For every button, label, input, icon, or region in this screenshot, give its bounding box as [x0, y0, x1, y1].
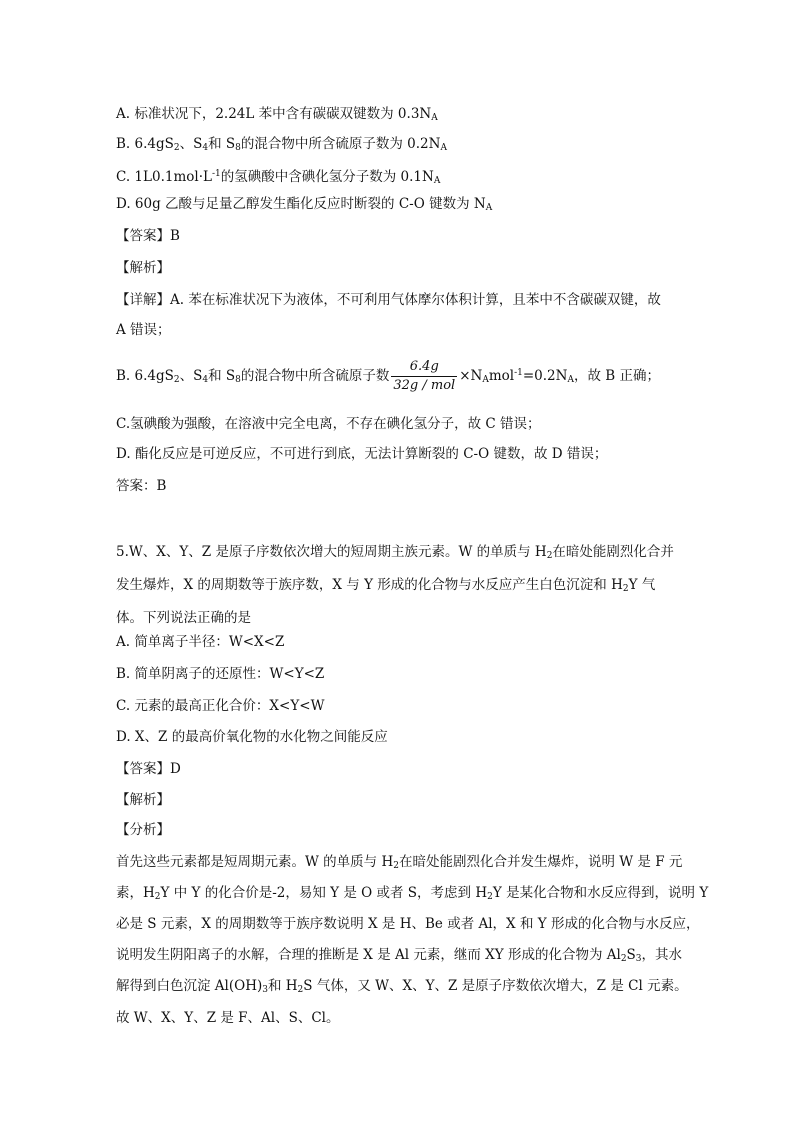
q4-detail-a-line2: A 错误； — [116, 322, 171, 338]
q4-analysis-label: 【解析】 — [116, 260, 170, 276]
q5-option-d: D. X、Z 的最高价氧化物的水化物之间能反应 — [116, 729, 388, 745]
q5-option-b: B. 简单阴离子的还原性：W<Y<Z — [116, 666, 325, 682]
q5-option-c: C. 元素的最高正化合价：X<Y<W — [116, 698, 325, 714]
q4-detail-d: D. 酯化反应是可逆反应，不可进行到底，无法计算断裂的 C-O 键数，故 D 错误； — [116, 446, 608, 462]
q4-detail-a-line1: 【详解】A. 苯在标准状况下为液体，不可利用气体摩尔体积计算，且苯中不含碳碳双键，故 — [116, 292, 661, 308]
q4-detail-b: B. $6.4gS_2$、$S_4$和 $S_8$的混合物中所含硫原子数 $\frac{6.4g}{\text{32g / mol}}$ $\times N_Amol^{-1}=0.2N_A$，故 B 正确； — [116, 359, 660, 393]
q4-detail-c: C.氢碘酸为强酸，在溶液中完全电离，不存在碘化氢分子，故 C 错误； — [116, 416, 541, 432]
fraction-denominator: 32g / mol — [393, 378, 456, 393]
q5-analysis-line3: 必是 S 元素，X 的周期数等于族序数说明 X 是 H、Be 或者 Al，X 和 Y 形成的化合物与水反应， — [116, 916, 700, 932]
q4-option-c: C. $1L0.1mol\cdot L^{-1}$的氢碘酸中含碘化氢分子数为 $0.1N_A$ — [116, 169, 441, 186]
q4-answer: 【答案】B — [116, 228, 180, 244]
q5-answer: 【答案】D — [116, 761, 181, 777]
q5-analysis-line6: 故 W、X、Y、Z 是 F、Al、S、Cl。 — [116, 1010, 340, 1026]
q5-analysis-line2: 素，$H_2Y$ 中 Y 的化合价是-2，易知 Y 是 O 或者 S，考虑到 $H_2Y$ 是某化合物和水反应得到，说明 Y — [116, 885, 709, 902]
q5-stem: 5.W、X、Y、Z 是原子序数依次增大的短周期主族元素。W 的单质与 $H_2$在暗处能剧烈化合并发生爆炸，X 的周期数等于族序数，X 与 Y 形成的化合物与水反应产生白色沉淀和 $H_2Y$ 气体。下列说法正确的是 — [116, 544, 674, 626]
q4-option-a: A. 标准状况下，2.24L 苯中含有碳碳双键数为 $0.3N_A$ — [116, 106, 438, 123]
q4-option-d: D. 60g 乙酸与足量乙醇发生酯化反应时断裂的 C-O 键数为 $N_A$ — [116, 196, 493, 213]
q4-option-b: B. $6.4gS_2$、$S_4$和 $S_8$的混合物中所含硫原子数为 $0.2N_A$ — [116, 136, 447, 153]
q5-analysis-line4: 说明发生阴阳离子的水解，合理的推断是 X 是 Al 元素，继而 XY 形成的化合物为 $Al_2S_3$，其水 — [116, 947, 683, 964]
fraction-numerator: 6.4g — [391, 358, 457, 377]
q5-analysis-line1: 首先这些元素都是短周期元素。W 的单质与 $H_2$在暗处能剧烈化合并发生爆炸，说明 W 是 F 元 — [116, 854, 683, 871]
q5-option-a: A. 简单离子半径：W<X<Z — [116, 634, 285, 650]
molar-fraction — [391, 358, 457, 395]
q5-fenxi-label: 【分析】 — [116, 822, 170, 838]
q5-analysis-line5: 解得到白色沉淀 $Al(OH)_3$和 $H_2S$ 气体，又 W、X、Y、Z 是原子序数依次增大，Z 是 Cl 元素。 — [116, 978, 688, 995]
q5-analysis-label: 【解析】 — [116, 792, 170, 808]
q4-detail-answer: 答案：B — [116, 478, 167, 494]
